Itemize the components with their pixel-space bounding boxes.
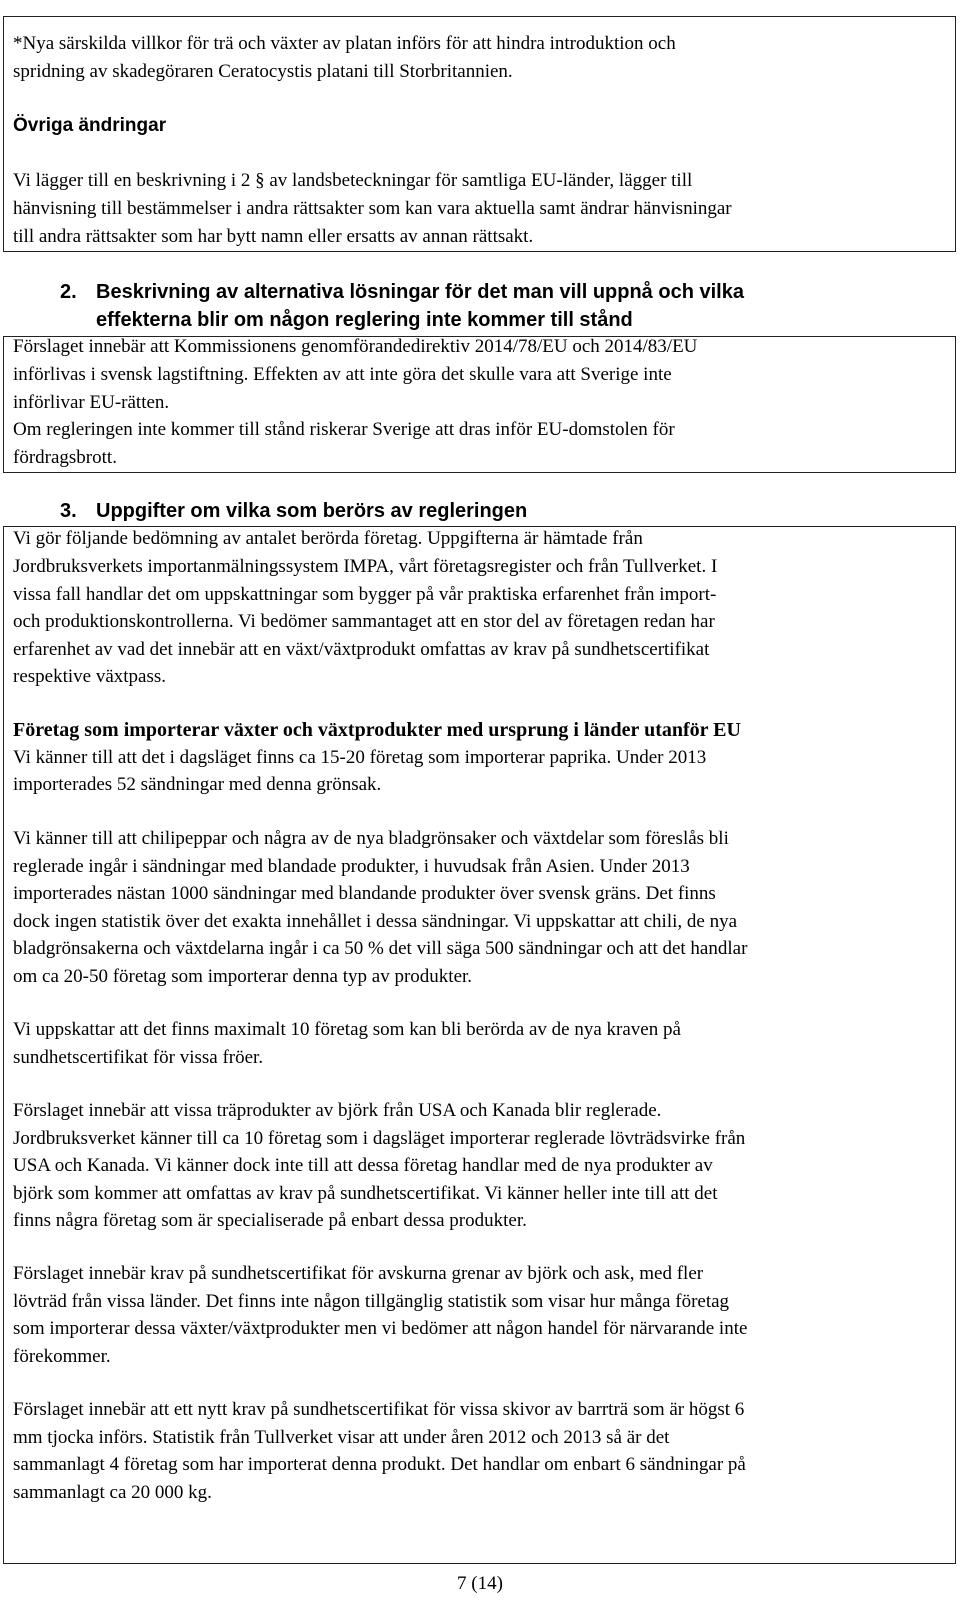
s3-p3-line-5: bladgrönsakerna och växtdelarna ingår i ca 50 % det vill säga 500 sändningar och att det handlar bbox=[13, 938, 748, 959]
s3-p1-line-2: Jordbruksverkets importanmälningssystem IMPA, vårt företagsregister och från Tullverket. I bbox=[13, 556, 718, 577]
intro-line-1: *Nya särskilda villkor för trä och växter av platan införs för att hindra introduktion och bbox=[13, 33, 676, 54]
s3-p3-line-3: importerades nästan 1000 sändningar med blandande produkter över svensk gräns. Det finns bbox=[13, 883, 716, 904]
section-3-heading bbox=[60, 497, 527, 525]
section-2-line-2: införlivas i svensk lagstiftning. Effekten av att inte göra det skulle vara att Sverige inte bbox=[13, 364, 672, 385]
section-2-line-5: fördragsbrott. bbox=[13, 447, 117, 468]
s3-p2-line-2: importerades 52 sändningar med denna grönsak. bbox=[13, 774, 382, 795]
section-2-number: 2. bbox=[60, 281, 77, 303]
s3-p5-line-1: Förslaget innebär att vissa träprodukter av björk från USA och Kanada blir reglerade. bbox=[13, 1100, 662, 1121]
s3-p6-line-3: som importerar dessa växter/växtprodukter men vi bedömer att någon handel för närvarande inte bbox=[13, 1318, 748, 1339]
s3-p7-line-3: sammanlagt 4 företag som har importerat denna produkt. Det handlar om enbart 6 sändningar på bbox=[13, 1454, 746, 1475]
s3-p6-line-4: förekommer. bbox=[13, 1346, 111, 1367]
other-changes-heading: Övriga ändringar bbox=[13, 115, 167, 136]
s3-p7-line-4: sammanlagt ca 20 000 kg. bbox=[13, 1482, 212, 1503]
s3-p4-line-2: sundhetscertifikat för vissa fröer. bbox=[13, 1047, 264, 1068]
s3-p1-line-1: Vi gör följande bedömning av antalet berörda företag. Uppgifterna är hämtade från bbox=[13, 528, 643, 549]
other-changes-line-2: hänvisning till bestämmelser i andra rättsakter som kan vara aktuella samt ändrar hänvisningar bbox=[13, 198, 732, 219]
section-2-line-1: Förslaget innebär att Kommissionens genomförandedirektiv 2014/78/EU och 2014/83/EU bbox=[13, 336, 698, 357]
s3-p6-line-2: lövträd från vissa länder. Det finns inte någon tillgänglig statistik som visar hur många företag bbox=[13, 1291, 730, 1312]
section-2-heading-line-1 bbox=[60, 278, 744, 306]
s3-p3-line-4: dock ingen statistik över det exakta innehållet i dessa sändningar. Vi uppskattar att chili, de nya bbox=[13, 911, 738, 932]
intro-line-2: spridning av skadegöraren Ceratocystis platani till Storbritannien. bbox=[13, 61, 513, 82]
s3-p4-line-1: Vi uppskattar att det finns maximalt 10 företag som kan bli berörda av de nya kraven på bbox=[13, 1019, 681, 1040]
s3-p5-line-3: USA och Kanada. Vi känner dock inte till att dessa företag handlar med de nya produkter av bbox=[13, 1155, 713, 1176]
s3-p1-line-4: och produktionskontrollerna. Vi bedömer sammantaget att en stor del av företagen redan har bbox=[13, 611, 715, 632]
page-number: 7 (14) bbox=[457, 1573, 503, 1594]
section-3-title: Uppgifter om vilka som berörs av regleringen bbox=[96, 500, 528, 522]
s3-p1-line-3: vissa fall handlar det om uppskattningar som bygger på vår praktiska erfarenhet från import- bbox=[13, 584, 717, 605]
s3-p5-line-2: Jordbruksverket känner till ca 10 företag som i dagsläget importerar reglerade lövträdsvirke från bbox=[13, 1128, 746, 1149]
s3-p7-line-2: mm tjocka införs. Statistik från Tullverket visar att under åren 2012 och 2013 så är det bbox=[13, 1427, 670, 1448]
s3-p7-line-1: Förslaget innebär att ett nytt krav på sundhetscertifikat för vissa skivor av barrträ som är högst 6 bbox=[13, 1399, 745, 1420]
s3-p1-line-6: respektive växtpass. bbox=[13, 666, 167, 687]
s3-subheading: Företag som importerar växter och växtprodukter med ursprung i länder utanför EU bbox=[13, 719, 741, 741]
s3-p6-line-1: Förslaget innebär krav på sundhetscertifikat för avskurna grenar av björk och ask, med fler bbox=[13, 1263, 704, 1284]
s3-p5-line-5: finns några företag som är specialiserade på enbart dessa produkter. bbox=[13, 1210, 527, 1231]
s3-p3-line-2: reglerade ingår i sändningar med blandade produkter, i huvudsak från Asien. Under 2013 bbox=[13, 856, 690, 877]
s3-p1-line-5: erfarenhet av vad det innebär att en växt/växtprodukt omfattas av krav på sundhetscertifikat bbox=[13, 639, 710, 660]
other-changes-line-1: Vi lägger till en beskrivning i 2 § av landsbeteckningar för samtliga EU-länder, lägger till bbox=[13, 170, 693, 191]
section-2-title-line-1: Beskrivning av alternativa lösningar för det man vill uppnå och vilka bbox=[96, 281, 744, 303]
section-3-number: 3. bbox=[60, 500, 77, 522]
s3-p3-line-1: Vi känner till att chilipeppar och några av de nya bladgrönsaker och växtdelar som föreslås bli bbox=[13, 828, 729, 849]
section-2-title-line-2: effekterna blir om någon reglering inte kommer till stånd bbox=[96, 309, 633, 331]
s3-p5-line-4: björk som kommer att omfattas av krav på sundhetscertifikat. Vi känner heller inte till att det bbox=[13, 1183, 718, 1204]
section-2-line-4: Om regleringen inte kommer till stånd riskerar Sverige att dras inför EU-domstolen för bbox=[13, 419, 675, 440]
s3-p2-line-1: Vi känner till att det i dagsläget finns ca 15-20 företag som importerar paprika. Under 2013 bbox=[13, 747, 707, 768]
other-changes-line-3: till andra rättsakter som har bytt namn eller ersatts av annan rättsakt. bbox=[13, 226, 534, 247]
section-2-line-3: införlivar EU-rätten. bbox=[13, 392, 170, 413]
s3-p3-line-6: om ca 20-50 företag som importerar denna typ av produkter. bbox=[13, 966, 473, 987]
